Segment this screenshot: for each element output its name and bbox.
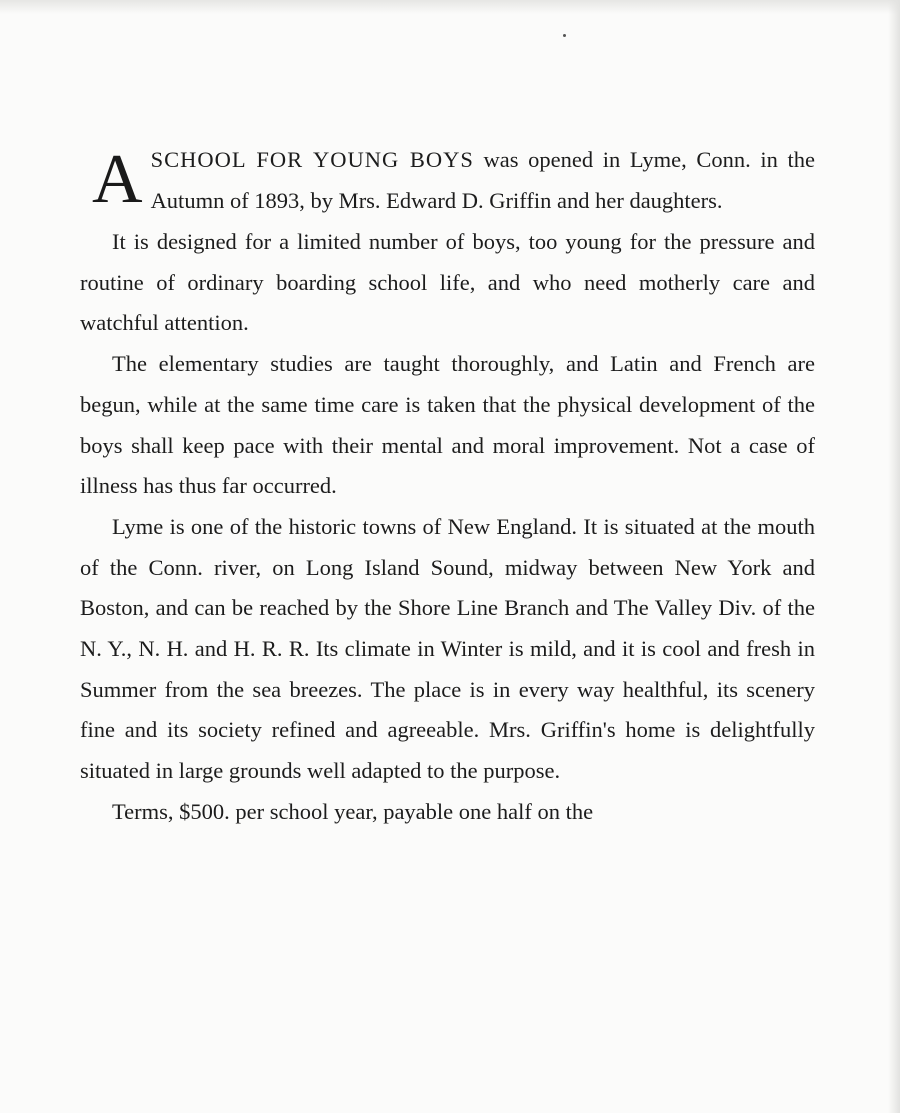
paragraph-studies: The elementary studies are taught thoroughly, and Latin and French are begun, while at the same time care is taken that the physical development of the boys shall keep pace with their mental and moral improvement. Not a case of illness has thus far occurred. xyxy=(80,351,815,499)
document-body xyxy=(80,140,815,833)
drop-cap: A xyxy=(92,141,143,218)
scan-speck xyxy=(563,34,566,37)
opening-small-caps: SCHOOL FOR YOUNG BOYS xyxy=(150,147,474,172)
scan-right-edge xyxy=(888,0,900,1113)
opening-text: was opened in Lyme, Conn. in the Autumn of 1893, by Mrs. Edward D. Griffin and her daughters. xyxy=(150,147,815,213)
opening-paragraph xyxy=(80,140,815,222)
paragraph-terms: Terms, $500. per school year, payable one half on the xyxy=(112,798,594,824)
paragraph-location: Lyme is one of the historic towns of New England. It is situated at the mouth of the Conn. river, on Long Island Sound, midway between New York and Boston, and can be reached by the Shore Line Branch and The Valley Div. of the N. Y., N. H. and H. R. R. Its climate in Winter is mild, and it is cool and fresh in Summer from the sea breezes. The place is in every way healthful, its scenery fine and its society refined and agreeable. Mrs. Griffin's home is delightfully situated in large grounds well adapted to the purpose. xyxy=(80,513,815,784)
scan-top-shadow xyxy=(0,0,900,14)
paragraph-purpose: It is designed for a limited number of boys, too young for the pressure and routine of ordinary boarding school life, and who need motherly care and watchful attention. xyxy=(80,229,815,336)
